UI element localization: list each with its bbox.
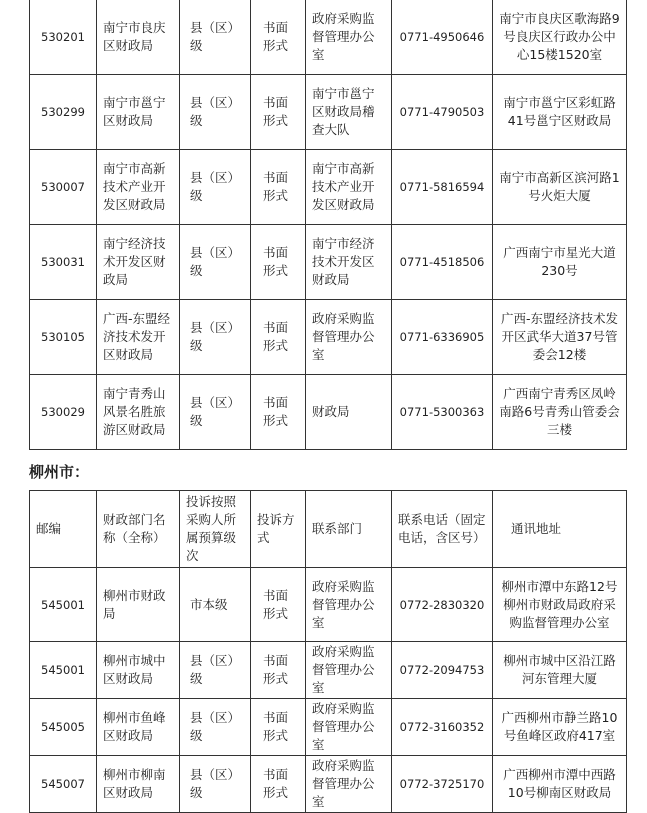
cell-phone: 0771-5300363 xyxy=(392,375,493,450)
cell-dept: 柳州市柳南区财政局 xyxy=(97,756,180,813)
cell-level: 县（区）级 xyxy=(180,375,251,450)
header-contact: 联系部门 xyxy=(306,491,392,568)
cell-dept: 南宁经济技术开发区财政局 xyxy=(97,225,180,300)
cell-phone: 0771-4950646 xyxy=(392,0,493,75)
header-address: 通讯地址 xyxy=(493,491,627,568)
cell-contact: 财政局 xyxy=(306,375,392,450)
cell-contact: 南宁市经济技术开发区财政局 xyxy=(306,225,392,300)
cell-dept: 南宁市邕宁区财政局 xyxy=(97,75,180,150)
cell-contact: 政府采购监督管理办公室 xyxy=(306,300,392,375)
cell-address: 南宁市高新区滨河路1号火炬大厦 xyxy=(493,150,627,225)
cell-level: 县（区）级 xyxy=(180,756,251,813)
cell-level: 县（区）级 xyxy=(180,699,251,756)
cell-method: 书面形式 xyxy=(251,300,306,375)
cell-method: 书面形式 xyxy=(251,699,306,756)
cell-code: 545001 xyxy=(30,568,97,642)
cell-code: 545007 xyxy=(30,756,97,813)
header-code: 邮编 xyxy=(30,491,97,568)
table-header-row xyxy=(30,491,627,568)
cell-contact: 政府采购监督管理办公室 xyxy=(306,568,392,642)
cell-dept: 柳州市鱼峰区财政局 xyxy=(97,699,180,756)
cell-method: 书面形式 xyxy=(251,225,306,300)
table-row xyxy=(30,642,627,699)
cell-level: 市本级 xyxy=(180,568,251,642)
cell-dept: 柳州市财政局 xyxy=(97,568,180,642)
cell-dept: 南宁青秀山风景名胜旅游区财政局 xyxy=(97,375,180,450)
cell-phone: 0772-2830320 xyxy=(392,568,493,642)
cell-level: 县（区）级 xyxy=(180,0,251,75)
cell-contact: 南宁市高新技术产业开发区财政局 xyxy=(306,150,392,225)
cell-dept: 广西-东盟经济技术发开区财政局 xyxy=(97,300,180,375)
nanning-table-body xyxy=(30,0,627,450)
cell-address: 南宁市邕宁区彩虹路41号邕宁区财政局 xyxy=(493,75,627,150)
table-row xyxy=(30,150,627,225)
cell-code: 530105 xyxy=(30,300,97,375)
table-row xyxy=(30,699,627,756)
nanning-table xyxy=(29,0,627,450)
header-dept: 财政部门名称（全称） xyxy=(97,491,180,568)
cell-method: 书面形式 xyxy=(251,568,306,642)
cell-dept: 南宁市良庆区财政局 xyxy=(97,0,180,75)
cell-phone: 0771-4518506 xyxy=(392,225,493,300)
cell-code: 530299 xyxy=(30,75,97,150)
cell-contact: 南宁市邕宁区财政局稽查大队 xyxy=(306,75,392,150)
cell-contact: 政府采购监督管理办公室 xyxy=(306,756,392,813)
cell-address: 广西南宁市星光大道230号 xyxy=(493,225,627,300)
cell-phone: 0772-3725170 xyxy=(392,756,493,813)
cell-level: 县（区）级 xyxy=(180,150,251,225)
liuzhou-table-body xyxy=(30,491,627,813)
cell-phone: 0771-4790503 xyxy=(392,75,493,150)
cell-address: 广西柳州市潭中西路10号柳南区财政局 xyxy=(493,756,627,813)
cell-method: 书面形式 xyxy=(251,375,306,450)
cell-phone: 0772-2094753 xyxy=(392,642,493,699)
table-row xyxy=(30,75,627,150)
cell-contact: 政府采购监督管理办公室 xyxy=(306,0,392,75)
table-row xyxy=(30,0,627,75)
cell-contact: 政府采购监督管理办公室 xyxy=(306,699,392,756)
cell-address: 广西柳州市静兰路10号鱼峰区政府417室 xyxy=(493,699,627,756)
cell-level: 县（区）级 xyxy=(180,300,251,375)
table-row xyxy=(30,375,627,450)
cell-code: 530007 xyxy=(30,150,97,225)
cell-level: 县（区）级 xyxy=(180,225,251,300)
table-row xyxy=(30,756,627,813)
cell-phone: 0771-5816594 xyxy=(392,150,493,225)
cell-dept: 南宁市高新技术产业开发区财政局 xyxy=(97,150,180,225)
cell-level: 县（区）级 xyxy=(180,642,251,699)
cell-code: 530031 xyxy=(30,225,97,300)
cell-method: 书面形式 xyxy=(251,756,306,813)
header-method: 投诉方式 xyxy=(251,491,306,568)
cell-contact: 政府采购监督管理办公室 xyxy=(306,642,392,699)
cell-method: 书面形式 xyxy=(251,0,306,75)
cell-dept: 柳州市城中区财政局 xyxy=(97,642,180,699)
header-phone: 联系电话（固定电话，含区号） xyxy=(392,491,493,568)
table-row xyxy=(30,568,627,642)
cell-method: 书面形式 xyxy=(251,150,306,225)
cell-address: 柳州市城中区沿江路河东管理大厦 xyxy=(493,642,627,699)
cell-address: 柳州市潭中东路12号柳州市财政局政府采购监督管理办公室 xyxy=(493,568,627,642)
cell-code: 530029 xyxy=(30,375,97,450)
cell-phone: 0771-6336905 xyxy=(392,300,493,375)
table-row xyxy=(30,225,627,300)
section-title-liuzhou: 柳州市： xyxy=(29,463,90,481)
cell-address: 广西南宁青秀区凤岭南路6号青秀山管委会三楼 xyxy=(493,375,627,450)
cell-code: 545001 xyxy=(30,642,97,699)
cell-address: 广西-东盟经济技术发开区武华大道37号管委会12楼 xyxy=(493,300,627,375)
cell-code: 545005 xyxy=(30,699,97,756)
header-level: 投诉按照采购人所属预算级次 xyxy=(180,491,251,568)
cell-address: 南宁市良庆区歌海路9号良庆区行政办公中心15楼1520室 xyxy=(493,0,627,75)
table-row xyxy=(30,300,627,375)
cell-method: 书面形式 xyxy=(251,642,306,699)
cell-level: 县（区）级 xyxy=(180,75,251,150)
liuzhou-table xyxy=(29,490,627,813)
cell-method: 书面形式 xyxy=(251,75,306,150)
cell-phone: 0772-3160352 xyxy=(392,699,493,756)
cell-code: 530201 xyxy=(30,0,97,75)
